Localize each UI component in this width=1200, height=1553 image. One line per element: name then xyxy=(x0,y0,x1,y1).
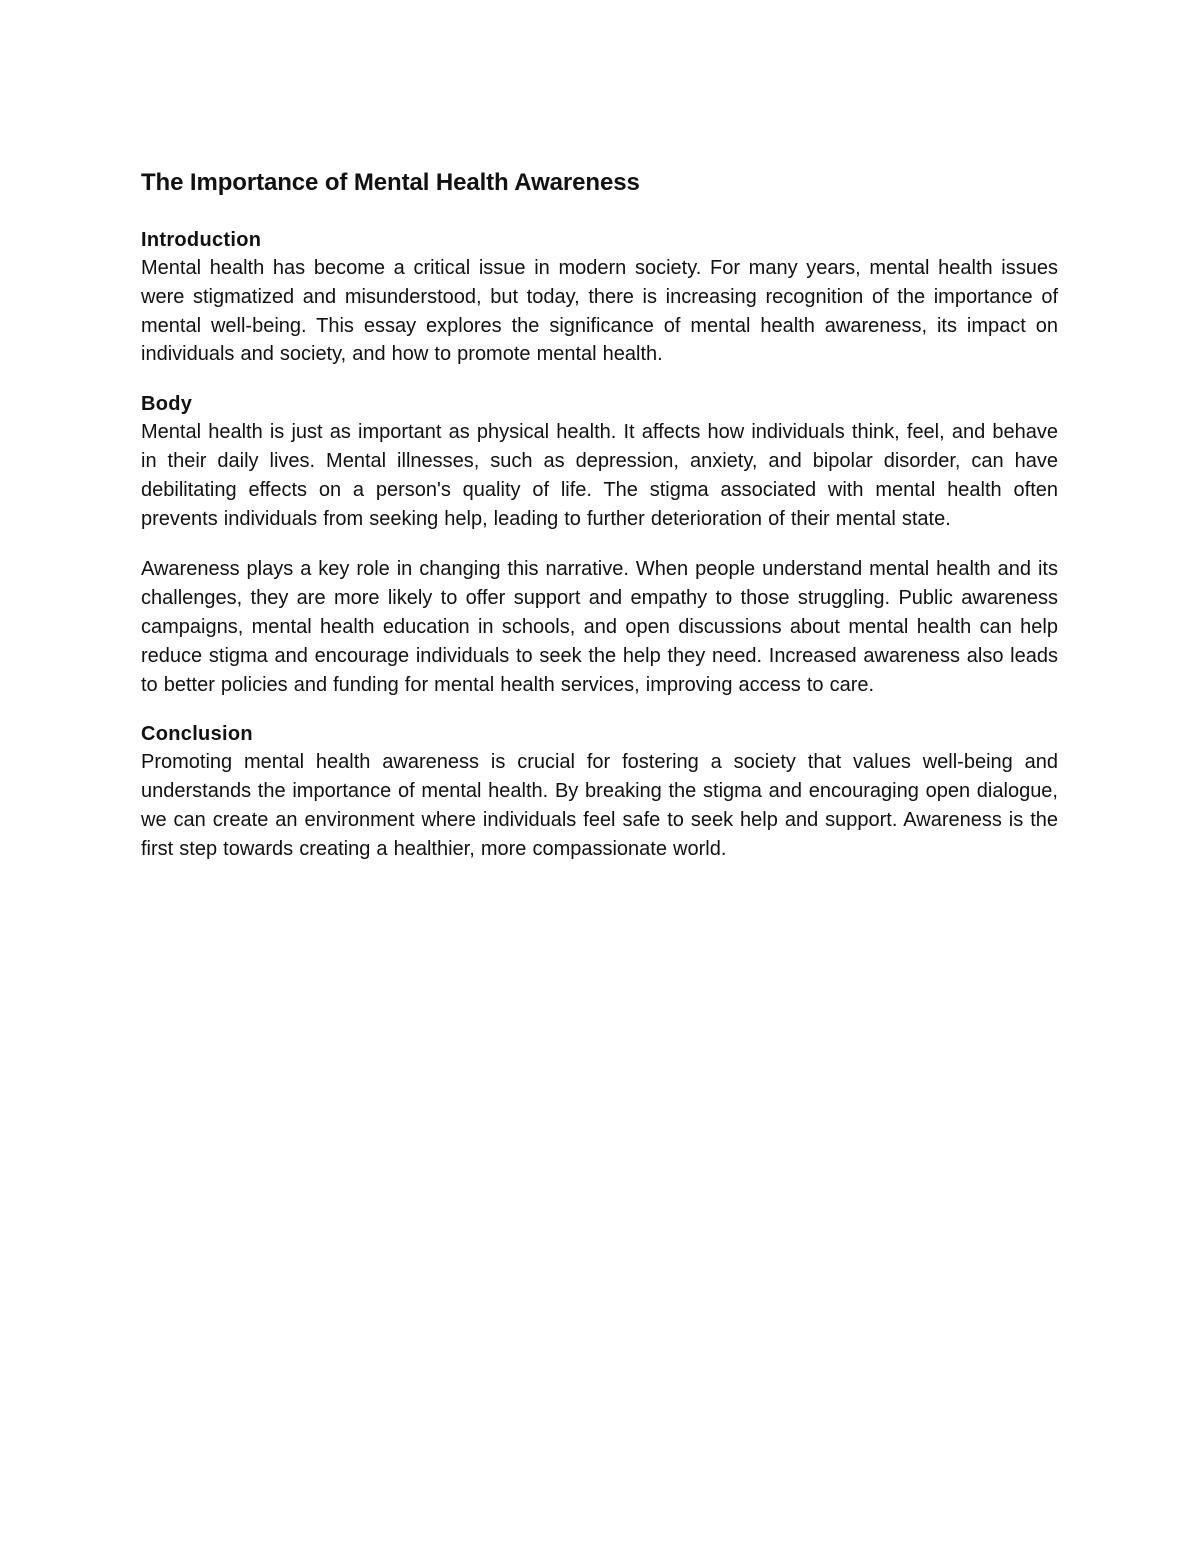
introduction-paragraph: Mental health has become a critical issue in modern society. For many years, mental health issues were stigmatized and misunderstood, but today, there is increasing recognition of the importance of mental well-being. This essay explores the significance of mental health awareness, its impact on individuals and society, and how to promote mental health. xyxy=(141,257,1058,366)
body-paragraph-2: Awareness plays a key role in changing this narrative. When people understand mental health and its challenges, they are more likely to offer support and empathy to those struggling. Public awareness campaigns, mental health education in schools, and open discussions about mental health can help reduce stigma and encourage individuals to seek the help they need. Increased awareness also leads to better policies and funding for mental health services, improving access to care. xyxy=(141,558,1058,696)
document-page xyxy=(141,166,1058,885)
document-title: The Importance of Mental Health Awareness xyxy=(141,169,640,196)
section-body xyxy=(141,390,1058,699)
section-introduction xyxy=(141,226,1058,369)
section-heading-introduction: Introduction xyxy=(141,229,262,251)
section-heading-conclusion: Conclusion xyxy=(141,723,253,746)
section-conclusion xyxy=(141,720,1058,863)
conclusion-paragraph: Promoting mental health awareness is crucial for fostering a society that values well-being and understands the importance of mental health. By breaking the stigma and encouraging open dialogue, we can create an environment where individuals feel safe to seek help and support. Awareness is the first step towards creating a healthier, more compassionate world. xyxy=(141,751,1058,860)
section-heading-body: Body xyxy=(141,393,193,416)
body-paragraph-1: Mental health is just as important as physical health. It affects how individuals think, feel, and behave in their daily lives. Mental illnesses, such as depression, anxiety, and bipolar disorder, can have debilitating effects on a person's quality of life. The stigma associated with mental health often prevents individuals from seeking help, leading to further deterioration of their mental state. xyxy=(141,421,1058,530)
